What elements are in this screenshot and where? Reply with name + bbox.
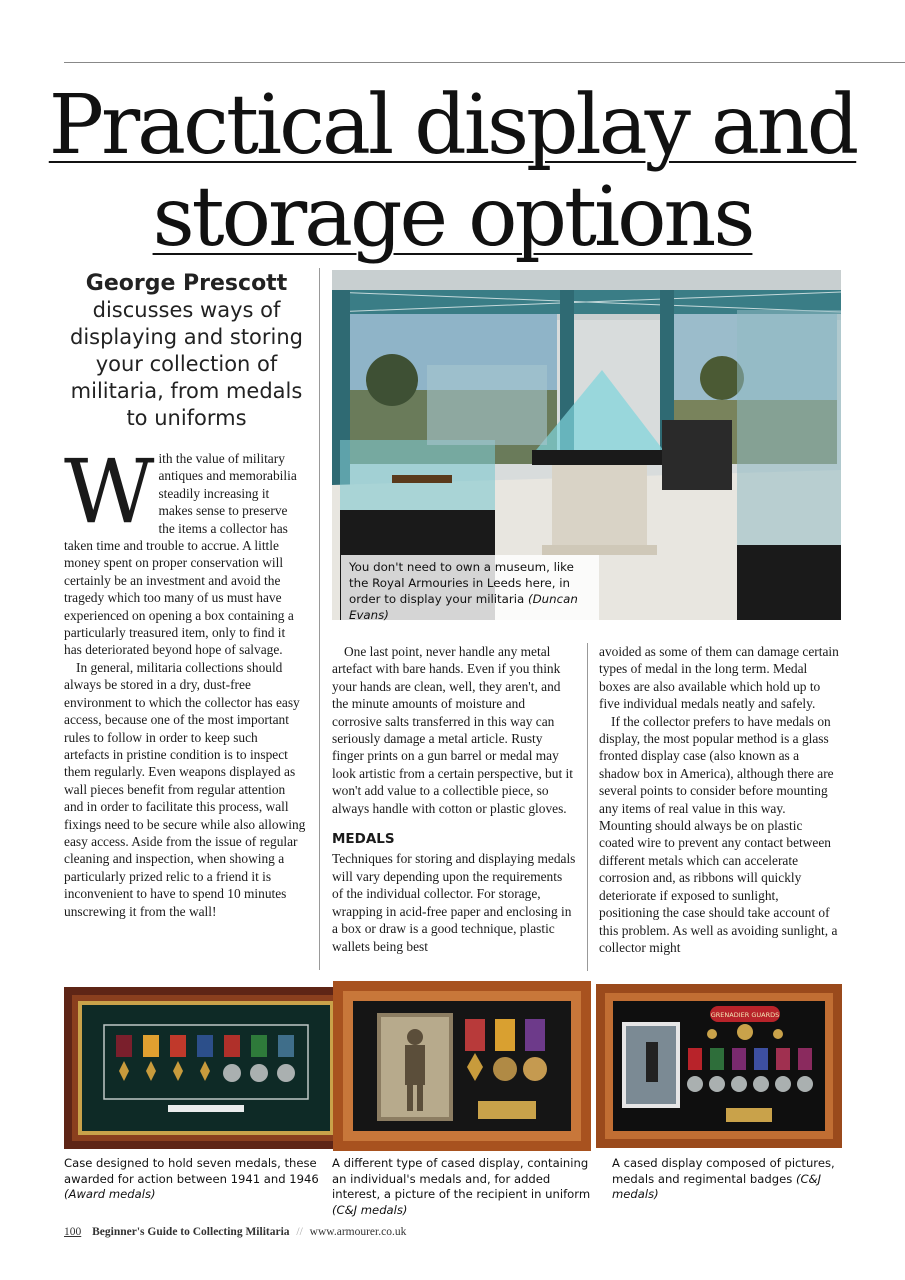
paragraph: With the value of military antiques and memorabilia steadily increasing it makes sense to preserve the items a collector has taken time and trouble to accrue. A little money spent on proper conservation will certainly be an investment and avoid the tragedy which too many of us must have experienced on opening a box containing a particularly treasured item, only to find it has deteriorated beyond hope of salvage.: [64, 440, 297, 658]
column-rule: [319, 268, 320, 970]
page-number: 100: [64, 1226, 82, 1238]
paragraph: Techniques for storing and displaying medals will vary depending upon the requirements of the individual collector. For storage, wrapping in acid-free paper and enclosing in a box or draw is a good technique, plastic wallets being best: [332, 851, 576, 954]
footer-separator: //: [296, 1226, 303, 1238]
body-column-1: [64, 440, 306, 920]
drop-cap: W: [64, 440, 155, 543]
body-column-2: [332, 643, 576, 955]
section-heading-medals: MEDALS: [332, 831, 395, 848]
author-name: George Prescott: [85, 271, 288, 296]
medal-case-photo-1: [64, 987, 348, 1149]
photo-credit: (C&J medals): [332, 1202, 408, 1217]
medal-case-photo-2: [333, 981, 591, 1151]
photo-credit: (Duncan Evans): [349, 592, 578, 622]
medal-case-photo-3: [596, 984, 842, 1148]
paragraph: If the collector prefers to have medals on display, the most popular method is a glass fronted display case (also known as a shadow box in America), although there are several points to consider before mounting any items of real value in this way. Mounting should always be on plastic coated wire to prevent any contact between different metals which can accelerate corrosion and, as ribbons will quickly deteriorate if exposed to sunlight, positioning the case should take account of this problem. As well as avoiding sunlight, a collector might: [599, 713, 838, 955]
museum-caption: You don't need to own a museum, like the Royal Armouries in Leeds here, in order to display your militaria (Duncan Evans): [341, 555, 599, 627]
body-column-3: [599, 643, 839, 956]
headline-line-1: Practical display and: [48, 78, 857, 173]
photo-credit: (Award medals): [64, 1187, 156, 1201]
paragraph: One last point, never handle any metal artefact with bare hands. Even if you think your hands are clean, well, they aren't, and the minute amounts of moisture and corrosive salts transferred in this way can seriously damage a metal article. Rusty finger prints on a gun barrel or medal may look artistic from a certain perspective, but it won't add value to a collectible piece, so always handle with cotton or plastic gloves.: [332, 644, 573, 816]
paragraph: In general, militaria collections should always be stored in a dry, dust-free environment to which the collector has easy access, because one of the most important rules to follow in order to keep such artefacts in pristine condition is to inspect them regularly. Even weapons displayed as wall pieces benefit from regular attention and in order to facilitate this process, wall fixings need to be secure while also allowing easy access. Aside from the issue of regular cleaning and inspection, when showing a particularly prized relic to a friend it is inconvenient to have to spend 10 minutes unscrewing it from the wall!: [64, 659, 306, 919]
case-caption-1: Case designed to hold seven medals, these awarded for action between 1941 and 1946 (Award medals): [64, 1156, 319, 1201]
standfirst: [64, 270, 309, 432]
top-rule: [64, 62, 905, 63]
headline: [0, 80, 905, 264]
case-caption-2: A different type of cased display, containing an individual's medals and, for added interest, a picture of the recipient in uniform (C&J medals): [332, 1156, 591, 1217]
column-rule: [587, 643, 588, 971]
standfirst-text: discusses ways of displaying and storing your collection of militaria, from medals to uniforms: [69, 298, 304, 430]
publication-url: www.armourer.co.uk: [309, 1226, 407, 1238]
publication-title: Beginner's Guide to Collecting Militaria: [92, 1226, 290, 1238]
page-footer: [64, 1226, 406, 1238]
paragraph: avoided as some of them can damage certain types of medal in the long term. Medal boxes are also available which hold up to five individual medals neatly and safely.: [599, 644, 839, 712]
headline-line-2: storage options: [152, 170, 753, 265]
regimental-badge-text: GRENADIER GUARDS: [710, 1011, 780, 1019]
photo-credit: (C&J medals): [612, 1171, 822, 1201]
case-caption-3: A cased display composed of pictures, medals and regimental badges (C&J medals): [612, 1156, 835, 1201]
